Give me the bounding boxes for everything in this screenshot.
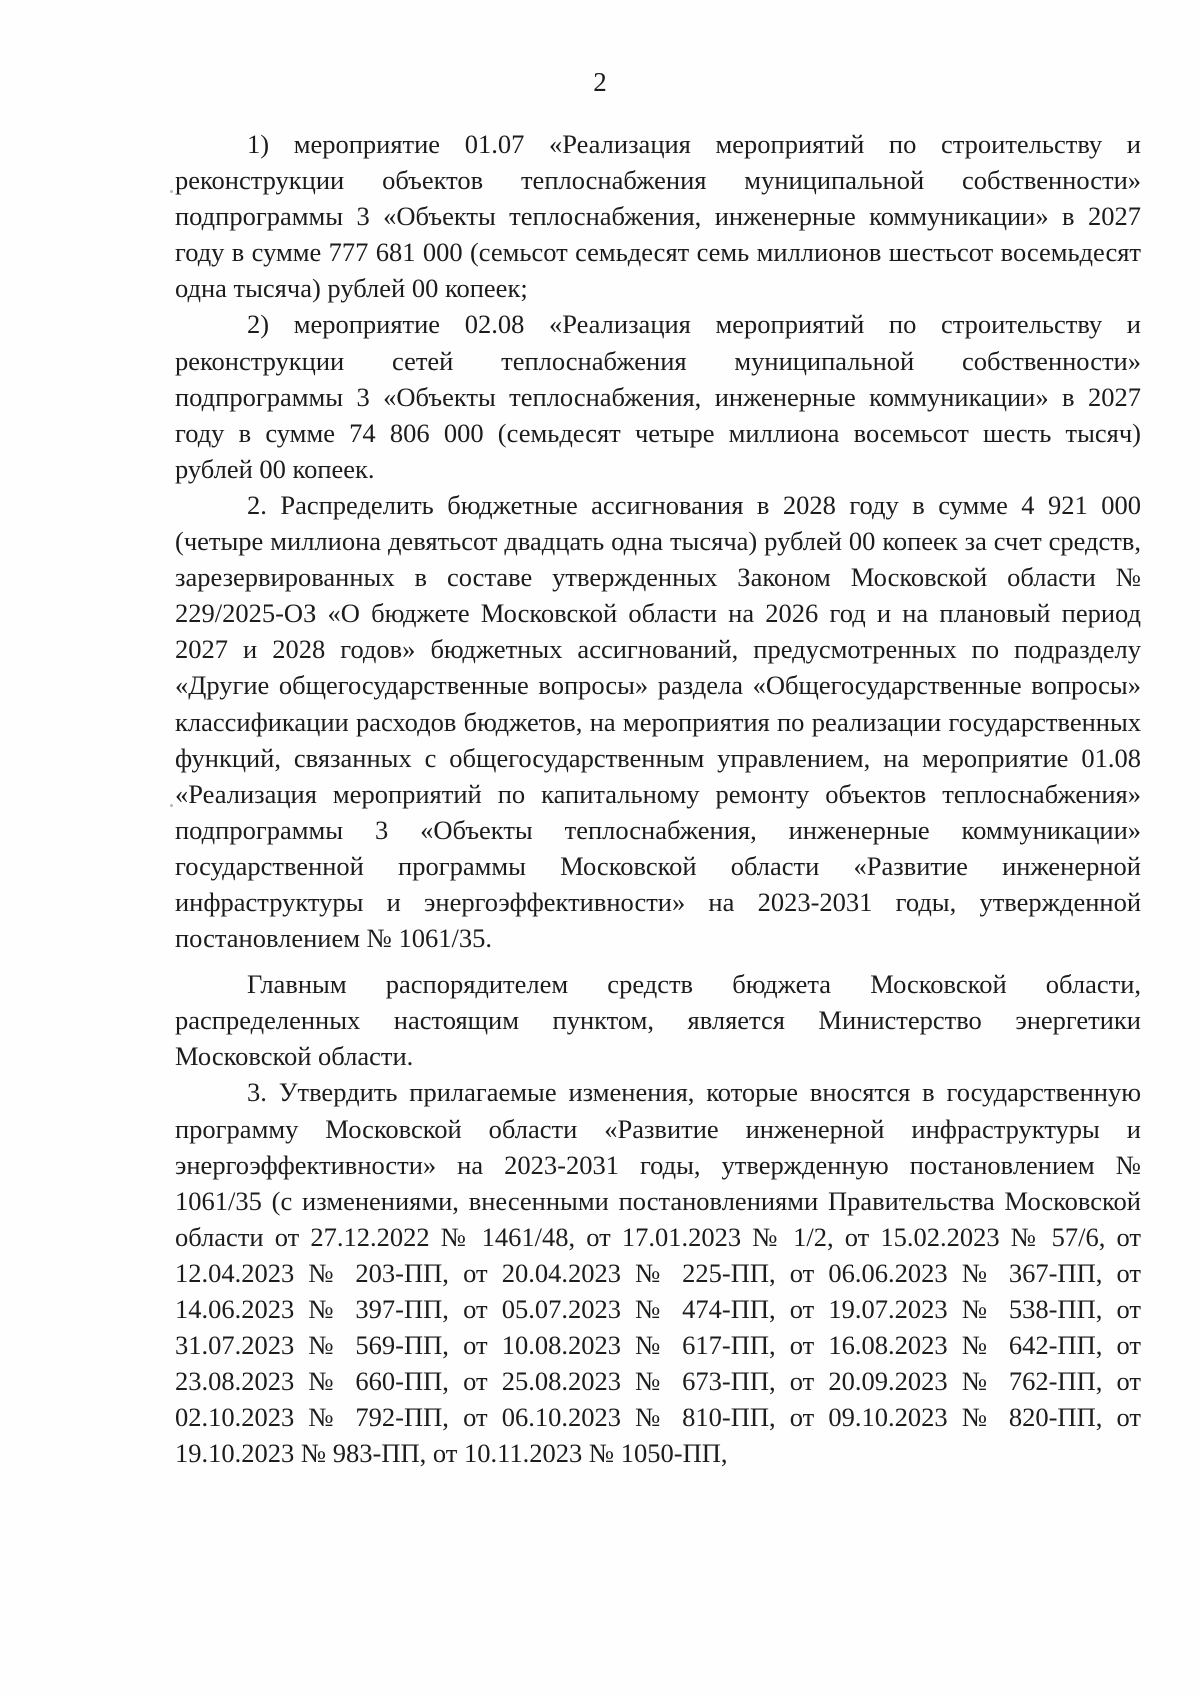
paragraph-item-1: 1) мероприятие 01.07 «Реализация мероприятий по строительству и реконструкции объектов теплоснабжения муниципальной собственности» подпрограммы 3 «Объекты теплоснабжения, инженерные коммуникации» в 2027 году в сумме 777 681 000 (семьсот семьдесят семь миллионов шестьсот восемьдесят одна тысяча) рублей 00 копеек; [175,129,1141,304]
paragraph-main-administrator: Главным распорядителем средств бюджета Московской области, распределенных настоящим пунктом, является Министерство энергетики Московской области. [175,969,1141,1072]
page-number: 2 [593,67,607,97]
scan-speck [170,190,173,193]
document-body [175,126,1141,1471]
paragraph-item-2: 2) мероприятие 02.08 «Реализация мероприятий по строительству и реконструкции сетей теплоснабжения муниципальной собственности» подпрограммы 3 «Объекты теплоснабжения, инженерные коммуникации» в 2027 году в сумме 74 806 000 (семьдесят четыре миллиона восемьсот шесть тысяч) рублей 00 копеек. [175,309,1141,484]
paragraph-point-2: 2. Распределить бюджетные ассигнования в 2028 году в сумме 4 921 000 (четыре миллиона девятьсот двадцать одна тысяча) рублей 00 копеек за счет средств, зарезервированных в составе утвержденных Законом Московской области № 229/2025-ОЗ «О бюджете Московской области на 2026 год и на плановый период 2027 и 2028 годов» бюджетных ассигнований, предусмотренных по подразделу «Другие общегосударственные вопросы» раздела «Общегосударственные вопросы» классификации расходов бюджетов, на мероприятия по реализации государственных функций, связанных с общегосударственным управлением, на мероприятие 01.08 «Реализация мероприятий по капитальному ремонту объектов теплоснабжения» подпрограммы 3 «Объекты теплоснабжения, инженерные коммуникации» государственной программы Московской области «Развитие инженерной инфраструктуры и энергоэффективности» на 2023-2031 годы, утвержденной постановлением № 1061/35. [175,489,1141,954]
paragraph-point-3: 3. Утвердить прилагаемые изменения, которые вносятся в государственную программу Московской области «Развитие инженерной инфраструктуры и энергоэффективности» на 2023-2031 годы, утвержденную постановлением № 1061/35 (с изменениями, внесенными постановлениями Правительства Московской области от 27.12.2022 № 1461/48, от 17.01.2023 № 1/2, от 15.02.2023 № 57/6, от 12.04.2023 № 203-ПП, от 20.04.2023 № 225-ПП, от 06.06.2023 № 367-ПП, от 14.06.2023 № 397-ПП, от 05.07.2023 № 474-ПП, от 19.07.2023 № 538-ПП, от 31.07.2023 № 569-ПП, от 10.08.2023 № 617-ПП, от 16.08.2023 № 642-ПП, от 23.08.2023 № 660-ПП, от 25.08.2023 № 673-ПП, от 20.09.2023 № 762-ПП, от 02.10.2023 № 792-ПП, от 06.10.2023 № 810-ПП, от 09.10.2023 № 820-ПП, от 19.10.2023 № 983-ПП, от 10.11.2023 № 1050-ПП, [175,1077,1141,1469]
scan-speck [170,804,173,807]
